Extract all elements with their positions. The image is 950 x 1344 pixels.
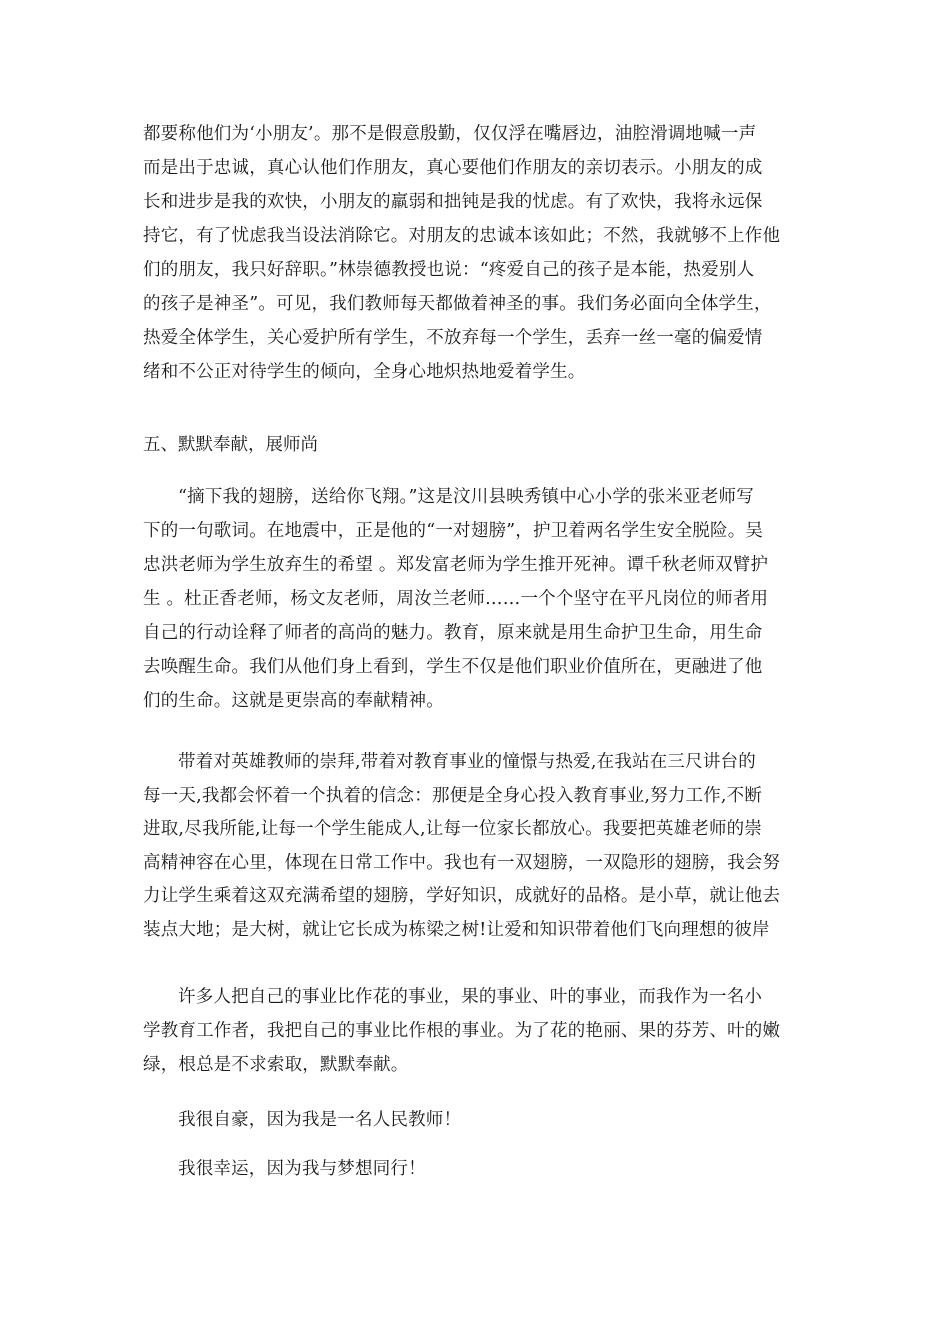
paragraph-line: 下的一句歌词。在地震中，正是他的“一对翅膀”，护卫着两名学生安全脱险。吴: [143, 521, 764, 541]
paragraph-line: 生 。杜正香老师，杨文友老师，周汝兰老师……一个个坚守在平凡岗位的师者用: [143, 589, 769, 609]
paragraph-line: 的孩子是神圣”。可见，我们教师每天都做着神圣的事。我们务必面向全体学生，: [143, 294, 772, 314]
paragraph-line: 进取,尽我所能,让每一个学生能成人,让每一位家长都放心。我要把英雄老师的崇: [143, 819, 763, 839]
paragraph-line: 绿，根总是不求索取，默默奉献。: [143, 1055, 409, 1075]
paragraph-line: 每一天,我都会怀着一个执着的信念：那便是全身心投入教育事业,努力工作,不断: [143, 785, 763, 806]
paragraph-4: [143, 980, 811, 1082]
paragraph-line: 持它，有了忧虑我当设法消除它。对朋友的忠诚本该如此；不然，我就够不上作他: [143, 226, 781, 246]
paragraph-line: 学教育工作者，我把自己的事业比作根的事业。为了花的艳丽、果的芬芳、叶的嫩: [143, 1021, 781, 1041]
paragraph-line: 而是出于忠诚，真心认他们作朋友，真心要他们作朋友的亲切表示。小朋友的成: [143, 158, 763, 178]
paragraph-line: 忠洪老师为学生放弃生的希望 。郑发富老师为学生推开死神。谭千秋老师双臂护: [143, 555, 769, 575]
paragraph-line: 热爱全体学生，关心爱护所有学生，不放弃每一个学生，丢弃一丝一毫的偏爱情: [143, 328, 763, 348]
paragraph-line: 长和进步是我的欢快，小朋友的羸弱和拙钝是我的忧虑。有了欢快，我将永远保: [143, 192, 763, 212]
paragraph-line: 带着对英雄教师的崇拜,带着对教育事业的憧憬与热爱,在我站在三尺讲台的: [178, 752, 756, 772]
closing-line-2: [143, 1152, 811, 1186]
paragraph-line: 们的朋友，我只好辞职。”林崇德教授也说：“疼爱自己的孩子是本能，热爱别人: [143, 260, 755, 280]
paragraph-line: 自己的行动诠释了师者的高尚的魅力。教育，原来就是用生命护卫生命，用生命: [143, 623, 763, 643]
paragraph-line: 去唤醒生命。我们从他们身上看到，学生不仅是他们职业价值所在，更融进了他: [143, 657, 763, 677]
section-heading: 五、默默奉献，展师尚: [143, 435, 318, 455]
closing-text: 我很幸运，因为我与梦想同行！: [178, 1159, 426, 1179]
paragraph-line: 力让学生乘着这双充满希望的翅膀，学好知识，成就好的品格。是小草，就让他去: [143, 886, 781, 906]
closing-line-1: [143, 1103, 811, 1137]
paragraph-line: 装点大地；是大树，就让它长成为栋梁之树!让爱和知识带着他们飞向理想的彼岸: [143, 919, 770, 940]
paragraph-2: [143, 480, 811, 718]
paragraph-line: 绪和不公正对待学生的倾向，全身心地炽热地爱着学生。: [143, 362, 586, 382]
closing-text: 我很自豪，因为我是一名人民教师！: [178, 1110, 462, 1130]
paragraph-line: 都要称他们为‘小朋友’。那不是假意殷勤，仅仅浮在嘴唇边，油腔滑调地喊一声: [143, 124, 757, 144]
paragraph-1: [143, 117, 811, 389]
paragraph-line: 高精神容在心里，体现在日常工作中。我也有一双翅膀，一双隐形的翅膀，我会努: [143, 852, 781, 873]
paragraph-line: “摘下我的翅膀，送给你飞翔。”这是汶川县映秀镇中心小学的张米亚老师写: [178, 487, 754, 507]
paragraph-3: [143, 746, 811, 947]
paragraph-line: 许多人把自己的事业比作花的事业，果的事业、叶的事业，而我作为一名小: [178, 987, 763, 1007]
paragraph-line: 们的生命。这就是更崇高的奉献精神。: [143, 691, 444, 711]
